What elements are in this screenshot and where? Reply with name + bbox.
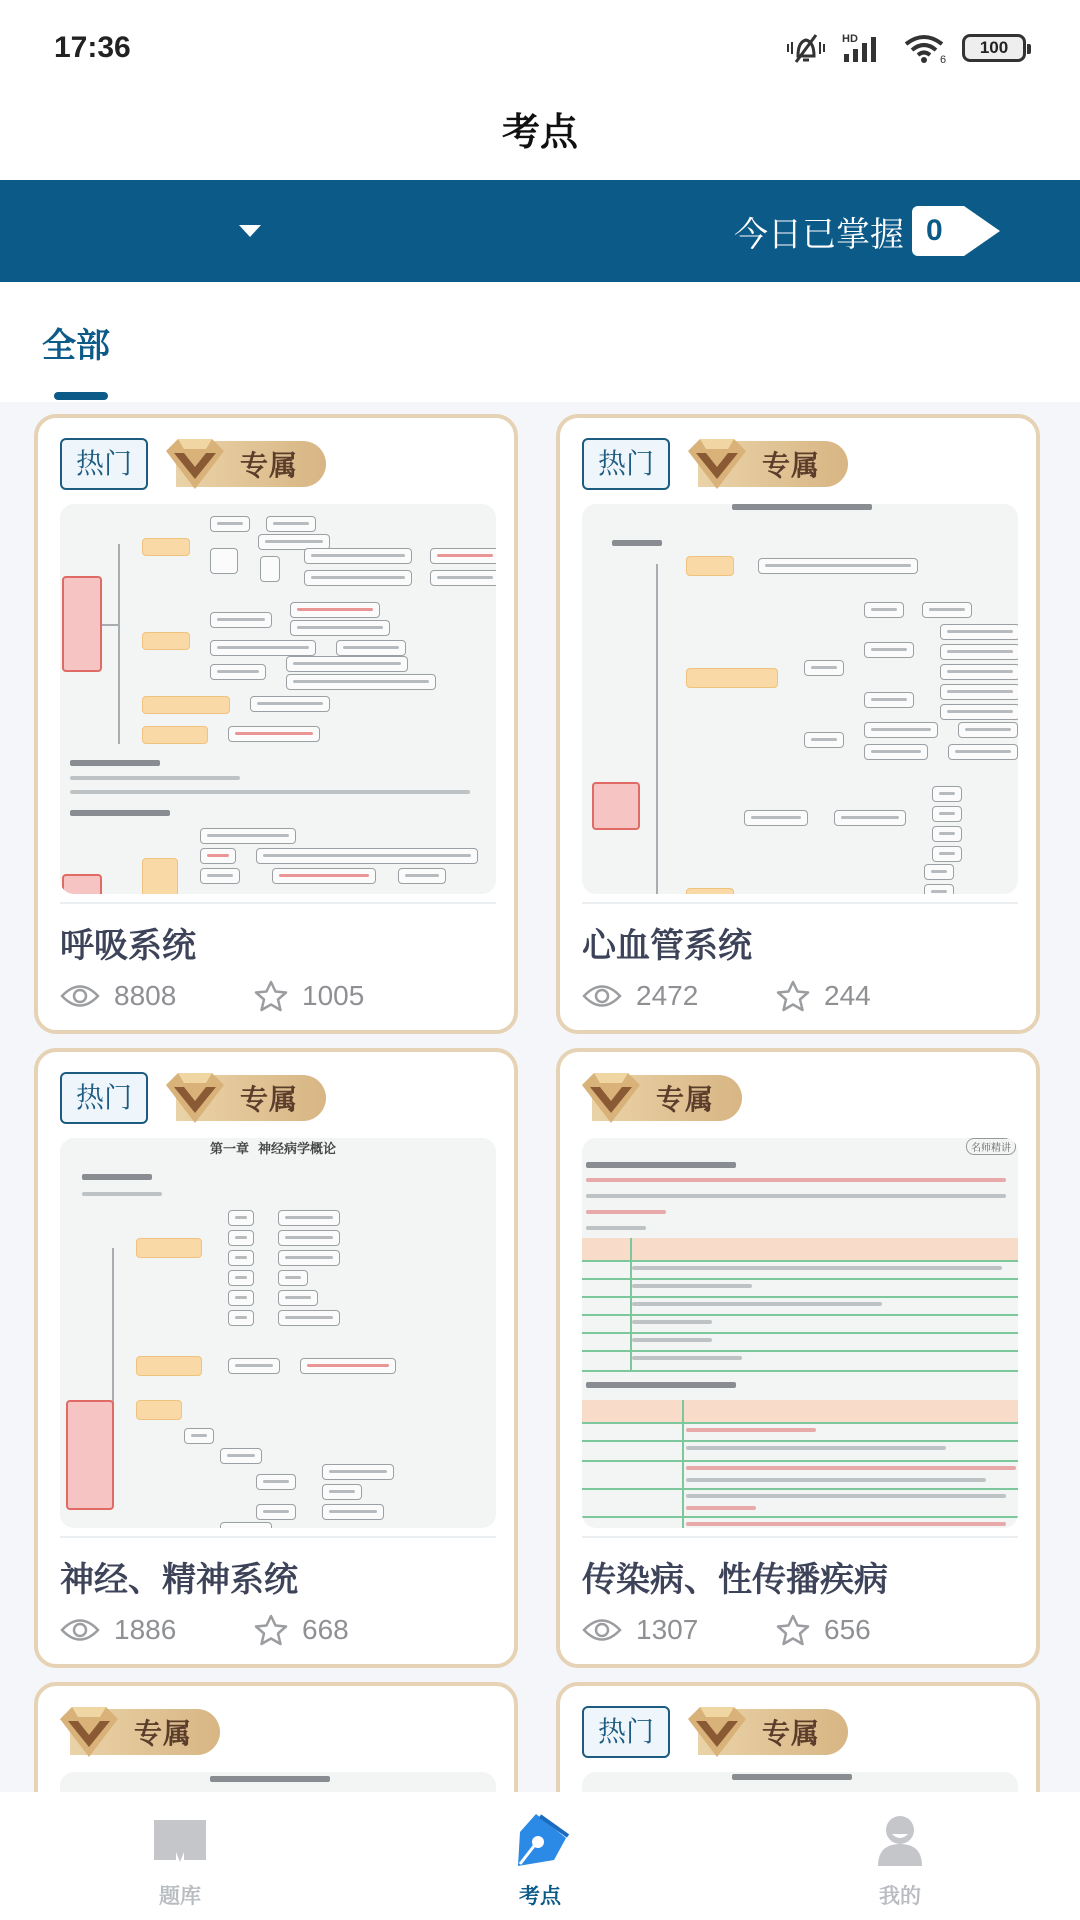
card-title: 神经、精神系统	[60, 1560, 298, 1600]
thumbnail-heading: 第一章 神经病学概论	[210, 1142, 337, 1157]
favorite-count-value: 1005	[302, 980, 365, 1011]
silent-bell-icon	[784, 32, 828, 64]
nav-label: 题库	[159, 1883, 201, 1908]
eye-icon	[582, 983, 622, 1009]
thumbnail-badge: 名师精讲	[966, 1138, 1016, 1155]
card-divider	[582, 902, 1018, 904]
eye-icon	[60, 983, 100, 1009]
vip-tag-label: 专属	[240, 449, 299, 482]
topic-grid[interactable]	[0, 402, 1080, 1792]
star-icon	[776, 980, 810, 1012]
mind-map-thumbnail	[60, 504, 496, 894]
card-divider	[582, 1536, 1018, 1538]
bottom-navigation	[0, 1810, 1080, 1920]
status-bar	[0, 0, 1080, 96]
cell-signal-icon	[840, 32, 890, 64]
vip-tag-label: 专属	[762, 449, 821, 482]
eye-icon	[60, 1617, 100, 1643]
diamond-v-icon	[162, 1069, 228, 1127]
mastered-count-badge: 0	[912, 206, 964, 256]
favorite-count-value: 656	[824, 1614, 871, 1645]
card-stats	[582, 980, 970, 1012]
card-divider	[60, 1536, 496, 1538]
svg-text:6: 6	[940, 54, 947, 64]
nav-label: 我的	[879, 1883, 921, 1908]
topic-card[interactable]	[34, 1048, 518, 1668]
page-title: 考点	[501, 109, 578, 154]
view-count	[582, 1614, 776, 1646]
vip-tag-label: 专属	[240, 1083, 299, 1116]
battery-indicator	[962, 34, 1026, 62]
favorite-count	[254, 980, 448, 1012]
diamond-v-icon	[684, 1703, 750, 1761]
card-tags	[582, 1068, 742, 1128]
vip-tag-label: 专属	[762, 1717, 821, 1750]
vip-tag	[70, 1709, 220, 1755]
tab-all[interactable]: 全部	[42, 326, 110, 366]
vip-tag	[698, 1709, 848, 1755]
category-tabs	[0, 282, 1080, 402]
hot-tag: 热门	[582, 1706, 670, 1758]
caret-down-icon	[239, 225, 261, 237]
topic-card[interactable]	[556, 414, 1040, 1034]
mind-map-thumbnail	[60, 1772, 496, 1792]
mastered-today-button[interactable]	[734, 202, 964, 260]
hot-tag: 热门	[582, 438, 670, 490]
topic-card[interactable]	[556, 1048, 1040, 1668]
card-tags	[582, 1702, 848, 1762]
diamond-v-icon	[162, 435, 228, 493]
subject-banner	[0, 180, 1080, 282]
mastered-today-label: 今日已掌握	[734, 214, 904, 255]
svg-text:HD: HD	[842, 33, 858, 45]
card-stats	[60, 1614, 448, 1646]
nav-item-mine[interactable]	[720, 1810, 1080, 1920]
status-time: 17:36	[54, 31, 131, 64]
wifi-icon	[902, 32, 950, 64]
card-tags	[60, 434, 326, 494]
card-title: 传染病、性传播疾病	[582, 1560, 888, 1600]
hot-tag: 热门	[60, 438, 148, 490]
star-icon	[776, 1614, 810, 1646]
favorite-count-value: 668	[302, 1614, 349, 1645]
star-icon	[254, 980, 288, 1012]
vip-tag-label: 专属	[134, 1717, 193, 1750]
card-divider	[60, 902, 496, 904]
vip-tag	[698, 441, 848, 487]
topic-card[interactable]	[34, 1682, 518, 1792]
favorite-count	[254, 1614, 448, 1646]
nav-item-question-bank[interactable]	[0, 1810, 360, 1920]
vip-tag	[176, 441, 326, 487]
nav-label: 考点	[519, 1883, 561, 1908]
table-thumbnail	[582, 1138, 1018, 1528]
card-tags	[60, 1702, 220, 1762]
view-count	[60, 1614, 254, 1646]
card-tags	[60, 1068, 326, 1128]
card-tags	[582, 434, 848, 494]
favorite-count	[776, 980, 970, 1012]
view-count	[582, 980, 776, 1012]
book-icon	[148, 1810, 212, 1870]
nav-item-key-points[interactable]	[360, 1810, 720, 1920]
pen-nib-icon	[508, 1810, 572, 1870]
card-stats	[582, 1614, 970, 1646]
diamond-v-icon	[684, 435, 750, 493]
mind-map-thumbnail	[60, 1138, 496, 1528]
favorite-count	[776, 1614, 970, 1646]
vip-tag-label: 专属	[656, 1083, 715, 1116]
view-count-value: 1886	[114, 1614, 177, 1645]
card-title: 呼吸系统	[60, 926, 196, 966]
mind-map-thumbnail	[582, 504, 1018, 894]
hot-tag: 热门	[60, 1072, 148, 1124]
eye-icon	[582, 1617, 622, 1643]
view-count-value: 2472	[636, 980, 699, 1011]
view-count-value: 8808	[114, 980, 177, 1011]
mind-map-thumbnail	[582, 1772, 1018, 1792]
card-stats	[60, 980, 448, 1012]
user-icon	[868, 1810, 932, 1870]
diamond-v-icon	[56, 1703, 122, 1761]
view-count-value: 1307	[636, 1614, 699, 1645]
favorite-count-value: 244	[824, 980, 871, 1011]
star-icon	[254, 1614, 288, 1646]
view-count	[60, 980, 254, 1012]
vip-tag	[592, 1075, 742, 1121]
topic-card[interactable]	[34, 414, 518, 1034]
vip-tag	[176, 1075, 326, 1121]
subject-dropdown[interactable]	[40, 188, 340, 274]
topic-card[interactable]	[556, 1682, 1040, 1792]
status-icons	[784, 32, 1026, 64]
tab-active-indicator	[54, 392, 108, 400]
diamond-v-icon	[578, 1069, 644, 1127]
battery-level: 100	[979, 38, 1009, 57]
card-title: 心血管系统	[582, 926, 752, 966]
